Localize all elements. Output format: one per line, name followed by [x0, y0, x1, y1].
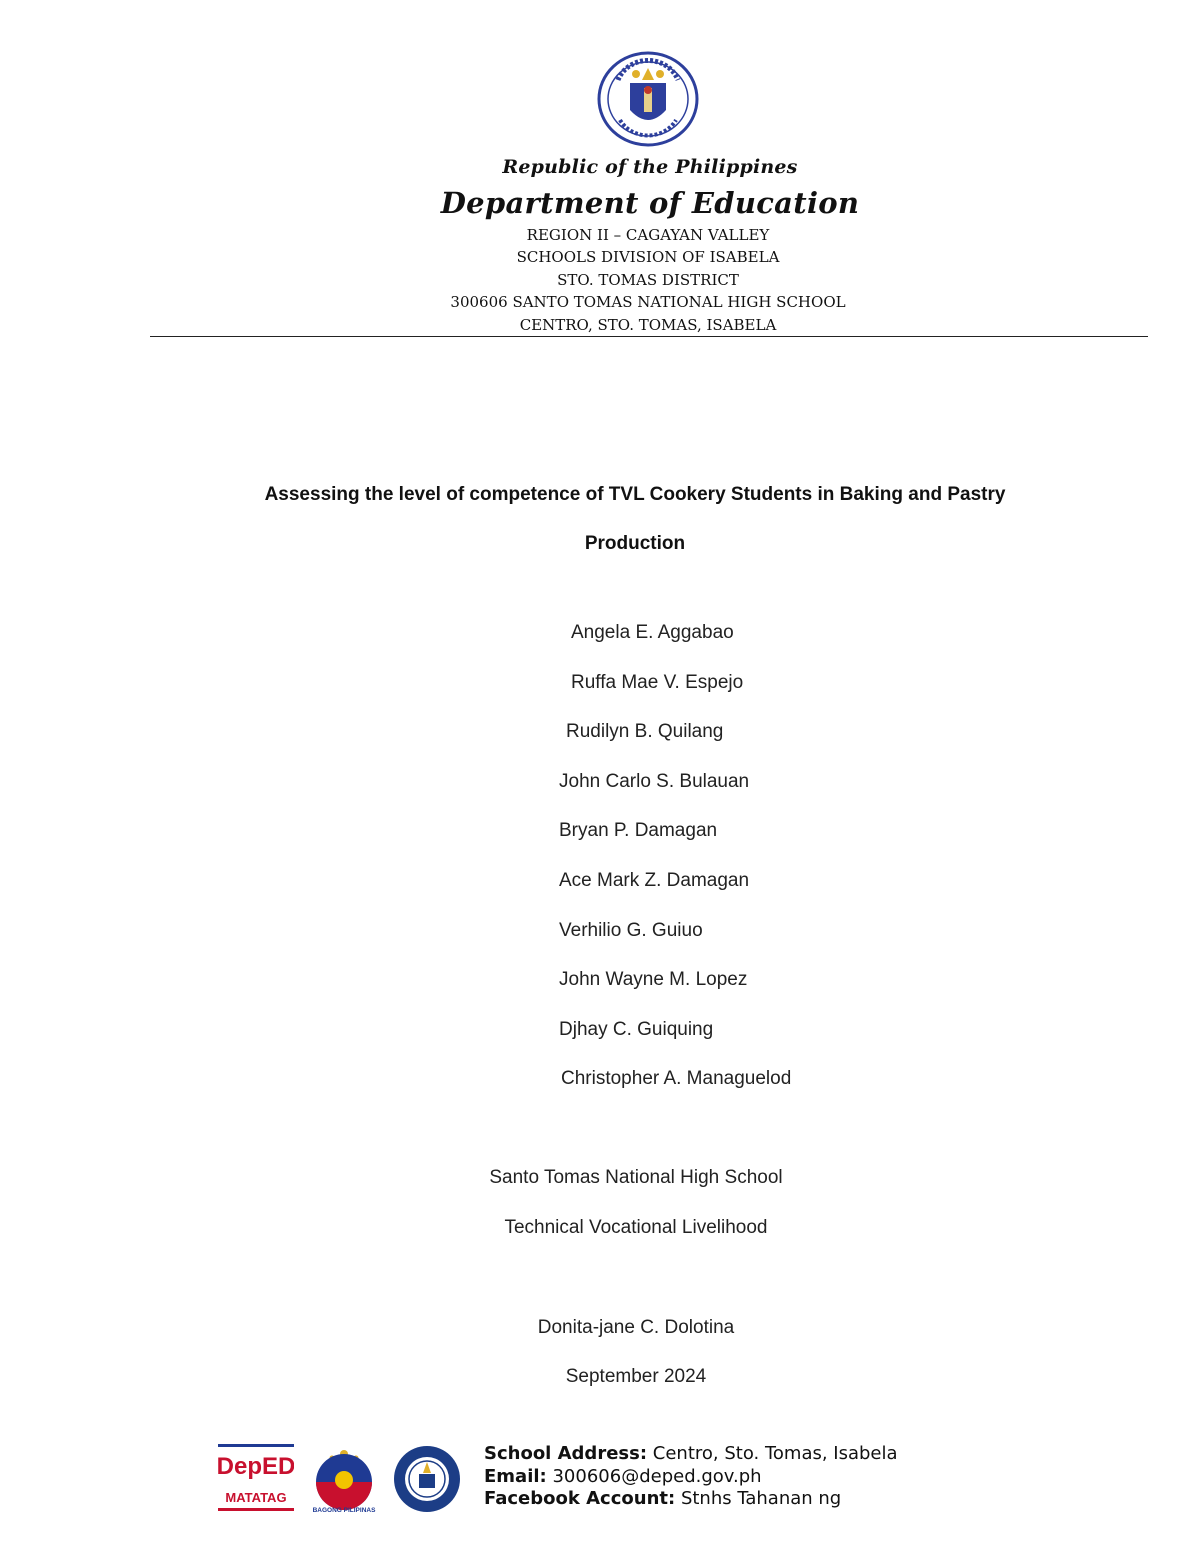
- author-name: Ruffa Mae V. Espejo: [571, 672, 744, 693]
- strand-name: Technical Vocational Livelihood: [504, 1217, 768, 1238]
- adviser-name: Donita-jane C. Dolotina: [537, 1317, 735, 1338]
- school-facebook-value: Stnhs Tahanan ng: [680, 1488, 842, 1509]
- address-line-division: SCHOOLS DIVISION OF ISABELA: [516, 248, 780, 266]
- school-name: Santo Tomas National High School: [489, 1167, 783, 1188]
- author-name: Bryan P. Damagan: [559, 820, 718, 841]
- school-seal-icon: [392, 1444, 462, 1514]
- school-address-line: [484, 1443, 1004, 1466]
- author-name: Verhilio G. Guiuo: [559, 920, 703, 941]
- author-name: Angela E. Aggabao: [571, 622, 734, 643]
- school-email-line: [484, 1466, 1004, 1489]
- author-name: John Carlo S. Bulauan: [559, 771, 750, 792]
- address-line-region: REGION II – CAGAYAN VALLEY: [526, 226, 770, 244]
- deped-logo-text: DepED: [218, 1453, 294, 1480]
- school-address-value: Centro, Sto. Tomas, Isabela: [652, 1443, 898, 1464]
- author-name: Djhay C. Guiquing: [559, 1019, 714, 1040]
- address-line-school: 300606 SANTO TOMAS NATIONAL HIGH SCHOOL: [450, 293, 846, 311]
- author-name: Ace Mark Z. Damagan: [559, 870, 750, 891]
- bagong-pilipinas-logo: [310, 1444, 382, 1514]
- school-address-label: School Address:: [484, 1443, 648, 1464]
- school-facebook-line: [484, 1488, 1004, 1511]
- bagong-pilipinas-text: BAGONG PILIPINAS: [312, 1507, 376, 1514]
- address-line-district: STO. TOMAS DISTRICT: [557, 271, 739, 289]
- matatag-logo-text: MATATAG: [225, 1490, 287, 1505]
- republic-heading: Republic of the Philippines: [502, 156, 798, 178]
- school-email-label: Email:: [484, 1465, 547, 1487]
- department-heading: Department of Education: [440, 186, 860, 220]
- author-name: Christopher A. Managuelod: [561, 1068, 792, 1089]
- paper-title: [200, 470, 1070, 568]
- school-facebook-label: Facebook Account:: [484, 1488, 676, 1509]
- school-email-value: 300606@deped.gov.ph: [552, 1465, 762, 1487]
- school-contact-block: [484, 1443, 1004, 1511]
- paper-title-line-1: Assessing the level of competence of TVL Cookery Students in Baking and Pastry: [264, 484, 1006, 505]
- submission-date: September 2024: [565, 1366, 707, 1387]
- deped-seal-icon: [596, 50, 700, 148]
- author-name: Rudilyn B. Quilang: [566, 721, 724, 742]
- author-name: John Wayne M. Lopez: [559, 969, 748, 990]
- header-divider: [150, 336, 1148, 337]
- address-line-location: CENTRO, STO. TOMAS, ISABELA: [519, 316, 777, 334]
- deped-matatag-logo: [218, 1444, 294, 1514]
- paper-title-line-2: Production: [584, 533, 686, 554]
